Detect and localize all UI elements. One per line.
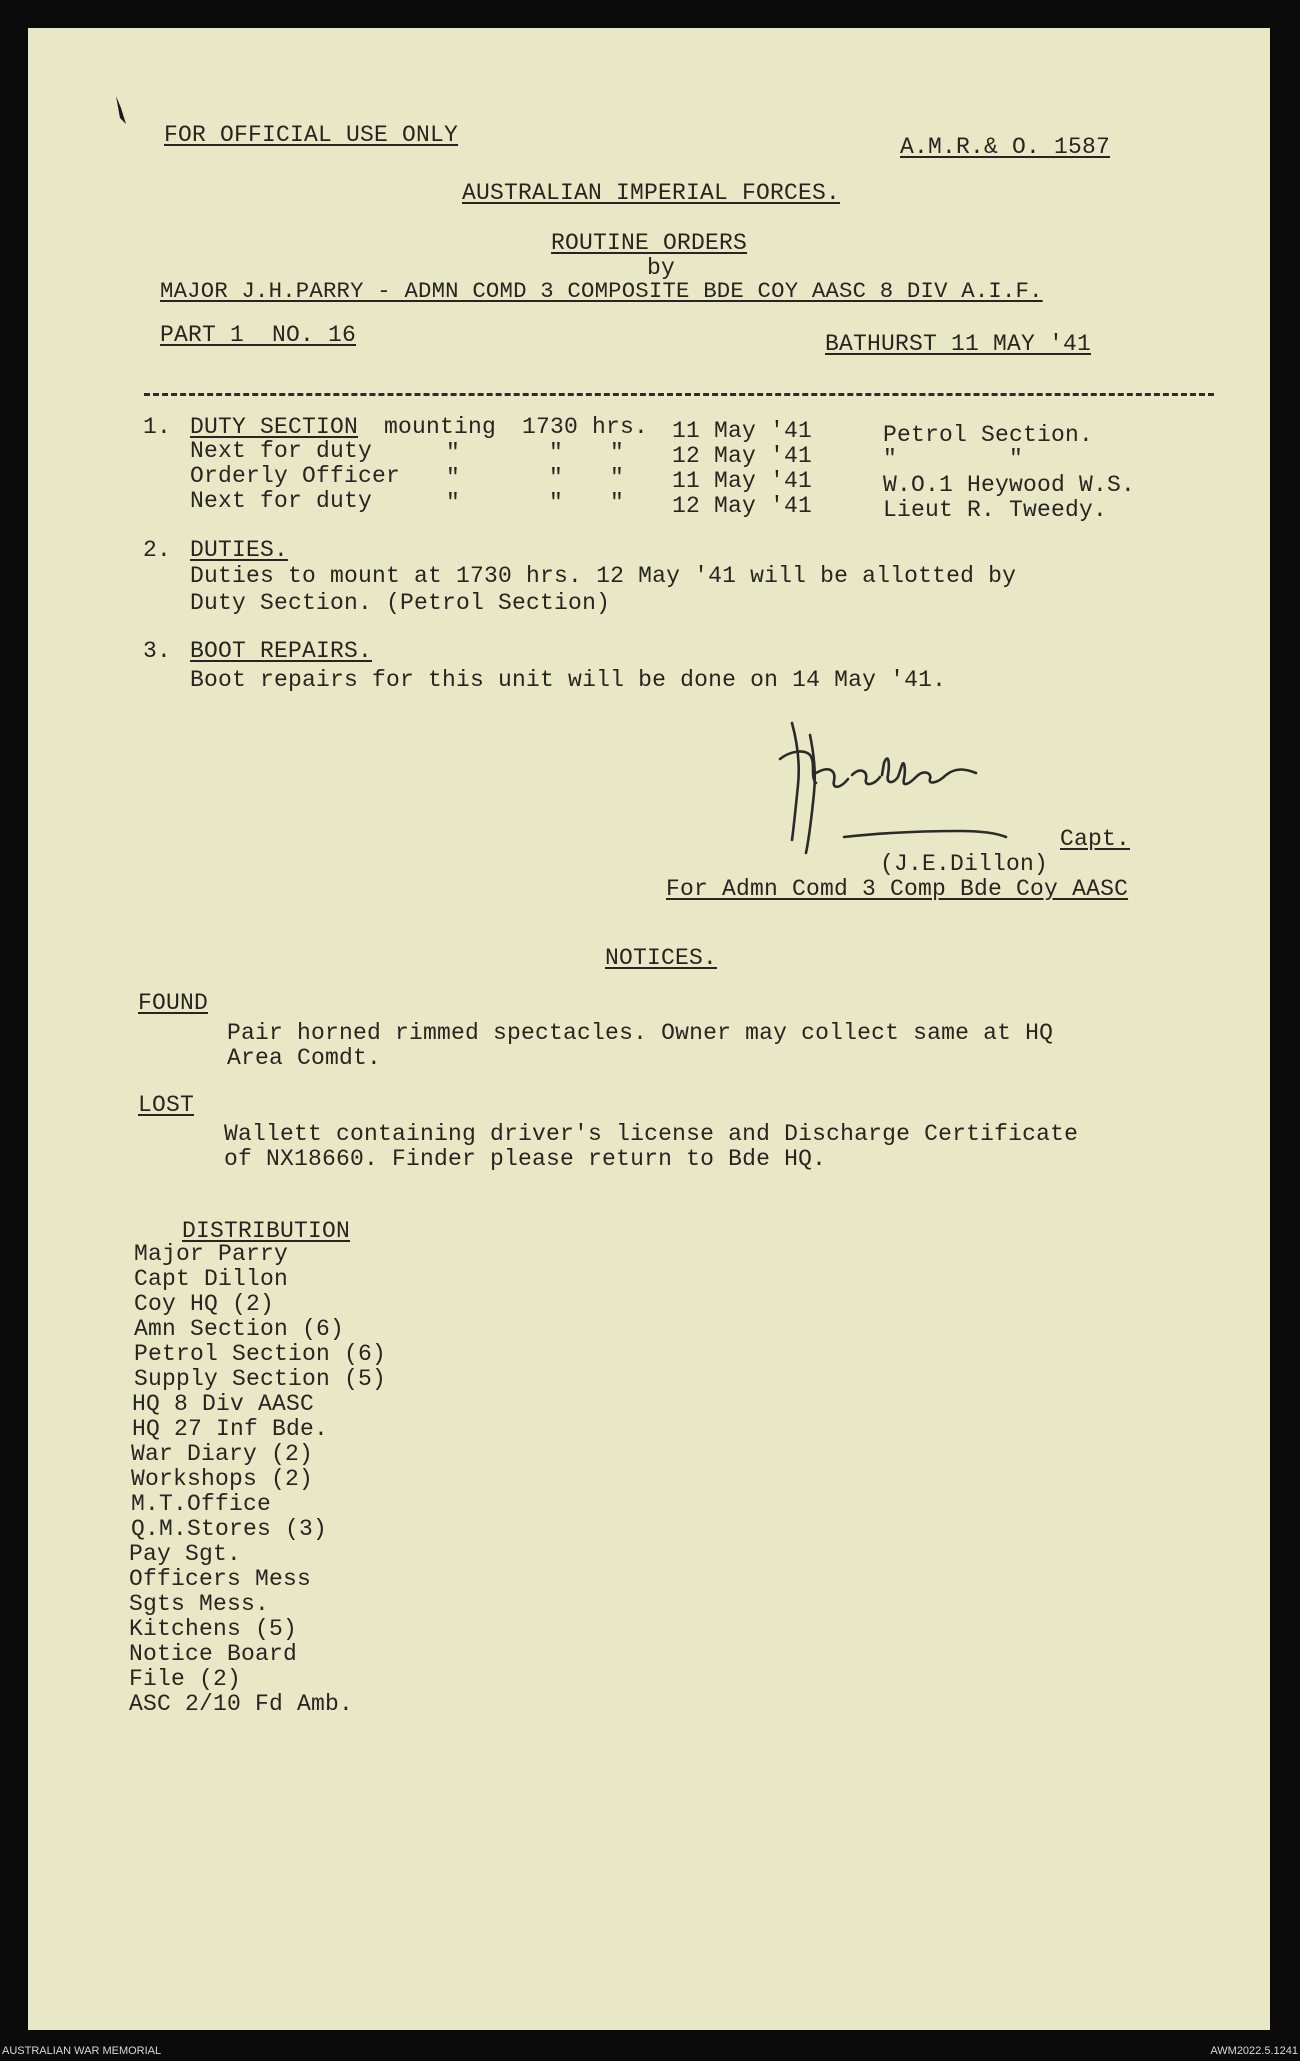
commander-line: MAJOR J.H.PARRY - ADMN COMD 3 COMPOSITE BDE COY AASC 8 DIV A.I.F. — [160, 278, 1043, 304]
place-date: BATHURST 11 MAY '41 — [825, 331, 1092, 357]
distribution-item: Sgts Mess. — [129, 1591, 270, 1617]
handwritten-signature — [770, 715, 1070, 865]
duty-row-assignee: Lieut R. Tweedy. — [883, 497, 1108, 523]
lost-text-line: Wallett containing driver's license and Discharge Certificate — [224, 1121, 1079, 1147]
duty-row-ditto: " — [610, 440, 625, 466]
reference-number: A.M.R.& O. 1587 — [900, 134, 1111, 160]
distribution-item: Capt Dillon — [134, 1266, 289, 1292]
duties-heading: DUTIES. — [190, 537, 289, 563]
distribution-item: Kitchens (5) — [129, 1616, 298, 1642]
duty-row-time: 1730 hrs. — [522, 414, 649, 440]
by-label: by — [647, 255, 676, 281]
lost-text-line: of NX18660. Finder please return to Bde HQ. — [224, 1146, 827, 1172]
found-text-line: Area Comdt. — [227, 1045, 382, 1071]
duty-row-date: 11 May '41 — [672, 468, 813, 494]
ink-mark — [112, 94, 132, 134]
duty-row-date: 11 May '41 — [672, 418, 813, 444]
duty-row-ditto: " — [549, 490, 564, 516]
signatory-rank: Capt. — [1060, 826, 1131, 852]
duty-row-ditto: " — [446, 490, 461, 516]
duty-row-date: 12 May '41 — [672, 443, 813, 469]
distribution-item: Coy HQ (2) — [134, 1291, 275, 1317]
duty-row-label: Next for duty — [190, 438, 373, 464]
distribution-item: HQ 27 Inf Bde. — [132, 1416, 329, 1442]
found-heading: FOUND — [138, 990, 209, 1016]
distribution-item: Officers Mess — [129, 1566, 312, 1592]
distribution-item: Pay Sgt. — [129, 1541, 242, 1567]
distribution-item: M.T.Office — [131, 1491, 272, 1517]
boot-repairs-heading: BOOT REPAIRS. — [190, 638, 373, 664]
distribution-item: Petrol Section (6) — [134, 1341, 387, 1367]
official-use-label: FOR OFFICIAL USE ONLY — [164, 122, 459, 148]
item-2-number: 2. — [143, 537, 172, 563]
duty-row-ditto: " — [549, 440, 564, 466]
duties-text-line: Duties to mount at 1730 hrs. 12 May '41 will be allotted by — [190, 563, 1017, 589]
distribution-item: HQ 8 Div AASC — [132, 1391, 315, 1417]
footer-accession: AWM2022.5.1241 — [1210, 2045, 1298, 2057]
duty-row-assignee: " " — [883, 446, 1024, 472]
duty-row-ditto: " — [446, 465, 461, 491]
duty-row-date: 12 May '41 — [672, 493, 813, 519]
item-3-number: 3. — [143, 638, 172, 664]
duty-row-label: mounting — [384, 414, 497, 440]
distribution-item: Supply Section (5) — [134, 1366, 387, 1392]
duty-row-ditto: " — [610, 490, 625, 516]
duties-text-line: Duty Section. (Petrol Section) — [190, 590, 611, 616]
footer-source: AUSTRALIAN WAR MEMORIAL — [2, 2045, 162, 2057]
distribution-item: Workshops (2) — [131, 1466, 314, 1492]
signatory-authority: For Admn Comd 3 Comp Bde Coy AASC — [666, 876, 1129, 902]
duty-row-label: Orderly Officer — [190, 463, 401, 489]
duty-row-label: Next for duty — [190, 488, 373, 514]
document-title: ROUTINE ORDERS — [551, 230, 748, 256]
separator-line — [144, 393, 1214, 396]
distribution-item: Major Parry — [134, 1241, 289, 1267]
distribution-item: ASC 2/10 Fd Amb. — [129, 1691, 354, 1717]
found-text-line: Pair horned rimmed spectacles. Owner may collect same at HQ — [227, 1020, 1054, 1046]
distribution-heading: DISTRIBUTION — [182, 1218, 351, 1244]
distribution-item: Amn Section (6) — [134, 1316, 345, 1342]
boot-repairs-text: Boot repairs for this unit will be done on 14 May '41. — [190, 667, 947, 693]
signatory-name: (J.E.Dillon) — [880, 851, 1049, 877]
duty-row-ditto: " — [610, 465, 625, 491]
duty-row-ditto: " — [549, 465, 564, 491]
distribution-item: War Diary (2) — [131, 1441, 314, 1467]
duty-row-assignee: Petrol Section. — [883, 422, 1094, 448]
part-number: PART 1 NO. 16 — [160, 322, 357, 348]
item-1-number: 1. — [143, 414, 172, 440]
lost-heading: LOST — [138, 1092, 195, 1118]
notices-heading: NOTICES. — [605, 945, 718, 971]
distribution-item: Q.M.Stores (3) — [131, 1516, 328, 1542]
duty-row-ditto: " — [446, 440, 461, 466]
duty-row-assignee: W.O.1 Heywood W.S. — [883, 472, 1136, 498]
distribution-item: Notice Board — [129, 1641, 298, 1667]
force-heading: AUSTRALIAN IMPERIAL FORCES. — [462, 180, 841, 206]
distribution-item: File (2) — [129, 1666, 242, 1692]
duty-section-heading: DUTY SECTION — [190, 414, 359, 440]
